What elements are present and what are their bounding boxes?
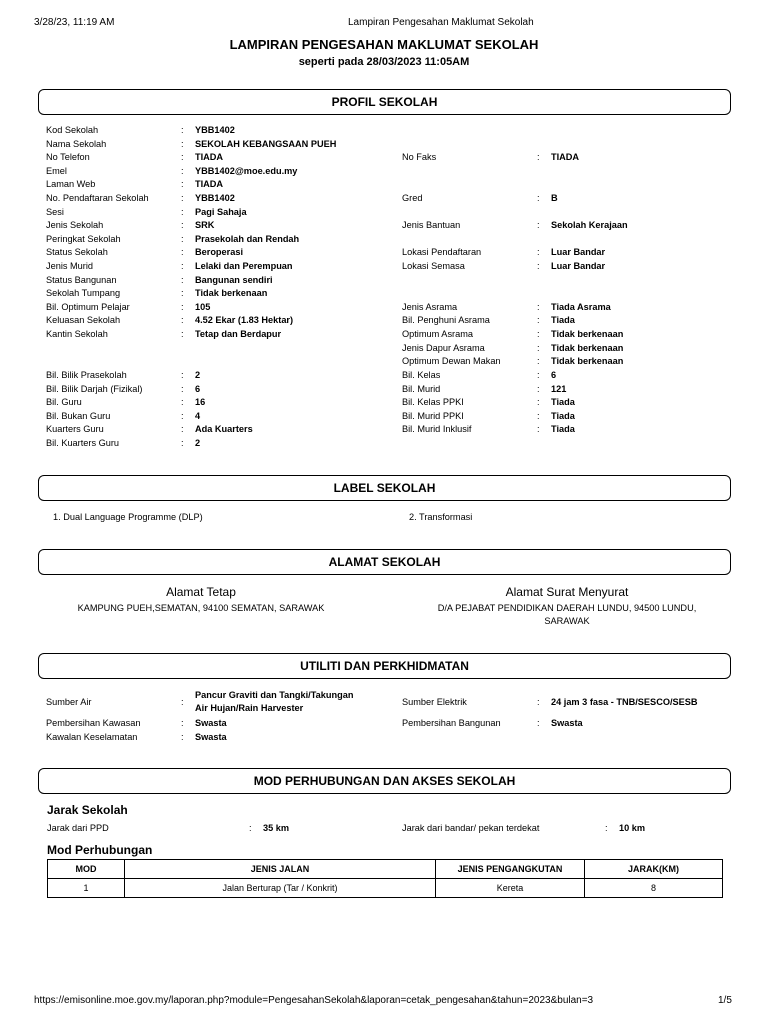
field-value: B [551,193,558,203]
field-value: Tiada [551,424,575,435]
colon: : [181,383,184,394]
colon: : [181,233,184,244]
pembersihan-bangunan-label: Pembersihan Bangunan [402,718,501,728]
field-label: Bil. Kuarters Guru [46,438,120,448]
field-label: Nama Sekolah [46,138,107,149]
field-label: Kuarters Guru [46,424,104,435]
field-label: Jenis Murid [46,261,93,271]
colon: : [181,329,184,339]
field-value: TIADA [195,152,224,163]
colon: : [181,165,184,176]
section-header-mod: MOD PERHUBUNGAN DAN AKSES SEKOLAH [38,768,731,794]
sumber-elektrik-value: 24 jam 3 fasa - TNB/SESCO/SESB [551,697,698,707]
field-value: TIADA [195,179,224,190]
field-label: Bil. Penghuni Asrama [402,315,490,326]
field-value: 16 [195,397,206,408]
field-value: Ada Kuarters [195,424,253,435]
colon: : [181,697,184,707]
field-label: Sesi [46,206,64,217]
colon: : [537,356,540,367]
colon: : [537,301,540,312]
field-value: TIADA [551,152,580,163]
colon: : [181,247,184,258]
section-header-alamat: ALAMAT SEKOLAH [38,549,731,575]
field-value: SRK [195,220,215,231]
pembersihan-kawasan-label: Pembersihan Kawasan [46,718,141,728]
colon: : [181,179,184,190]
sumber-air-label: Sumber Air [46,697,92,707]
field-label: Jenis Dapur Asrama [402,342,485,353]
field-label: Status Sekolah [46,247,108,258]
field-label: Jenis Asrama [402,301,458,312]
colon: : [537,424,540,435]
jarak-bandar-label: Jarak dari bandar/ pekan terdekat [402,823,540,833]
label-item: 2. Transformasi [409,512,473,522]
colon: : [537,342,540,353]
field-value: 2 [195,370,201,380]
field-label: Bil. Kelas PPKI [402,397,464,408]
sumber-air-value: Pancur Graviti dan Tangki/Takungan [195,690,354,700]
colon: : [537,315,540,326]
field-label: Lokasi Pendaftaran [402,247,482,258]
alamat-surat-line2: SARAWAK [544,616,590,626]
table-header-row [48,860,723,879]
colon: : [181,125,184,135]
table-row [48,879,723,898]
colon: : [181,438,184,448]
pembersihan-bangunan-value: Swasta [551,718,583,728]
mod-table [47,859,723,898]
label-item: 1. Dual Language Programme (DLP) [53,512,203,522]
colon: : [181,261,184,271]
colon: : [537,718,540,728]
jarak-sekolah-title: Jarak Sekolah [47,803,128,817]
col-header-jenis-jalan: JENIS JALAN [125,860,436,879]
colon: : [537,152,540,163]
colon: : [181,410,184,421]
field-label: Bil. Bilik Darjah (Fizikal) [46,383,143,394]
field-value: Luar Bandar [551,247,606,258]
field-label: Bil. Murid Inklusif [402,424,472,435]
field-value: Tidak berkenaan [551,356,624,367]
print-page-number: 1/5 [718,995,732,1006]
colon: : [181,274,184,285]
alamat-surat-line1: D/A PEJABAT PENDIDIKAN DAERAH LUNDU, 94500 LUNDU, [437,603,697,613]
field-value: Tiada [551,410,575,421]
field-value: Tiada Asrama [551,301,611,312]
field-value: SEKOLAH KEBANGSAAN PUEH [195,138,337,149]
field-value: Tiada [551,397,575,408]
alamat-surat-title: Alamat Surat Menyurat [505,585,629,599]
field-label: Bil. Bilik Prasekolah [46,370,127,380]
field-label: Bil. Bukan Guru [46,410,111,421]
colon: : [537,247,540,258]
field-label: Bil. Murid [402,383,441,394]
colon: : [537,383,540,394]
field-value: Beroperasi [195,247,244,258]
field-value: Lelaki dan Perempuan [195,261,293,271]
colon: : [537,370,540,380]
col-header-jarak: JARAK(KM) [585,860,723,879]
field-label: Bil. Optimum Pelajar [46,301,130,312]
field-value: 121 [551,383,567,394]
field-value: 2 [195,438,201,448]
print-page-title: Lampiran Pengesahan Maklumat Sekolah [348,17,534,28]
field-label: Status Bangunan [46,274,117,285]
field-label: Gred [402,193,423,203]
jarak-bandar-value: 10 km [619,823,646,833]
field-value: Sekolah Kerajaan [551,220,628,231]
colon: : [249,823,252,833]
document-subtitle: seperti pada 28/03/2023 11:05AM [298,56,470,68]
field-label: Bil. Guru [46,397,82,408]
field-value: 4.52 Ekar (1.83 Hektar) [195,315,294,326]
document-title: LAMPIRAN PENGESAHAN MAKLUMAT SEKOLAH [229,37,539,52]
alamat-tetap: KAMPUNG PUEH,SEMATAN, 94100 SEMATAN, SARAWAK [77,603,325,613]
colon: : [181,301,184,312]
col-header-mod: MOD [48,860,125,879]
field-value: Bangunan sendiri [195,274,273,285]
colon: : [605,823,608,833]
kawalan-keselamatan-label: Kawalan Keselamatan [46,732,138,742]
field-value: 6 [551,370,557,380]
field-value: Tetap dan Berdapur [195,329,282,339]
jarak-ppd-value: 35 km [263,823,290,833]
field-label: Keluasan Sekolah [46,315,121,326]
print-datetime: 3/28/23, 11:19 AM [34,17,115,28]
colon: : [537,697,540,707]
colon: : [181,315,184,326]
table-cell: Jalan Berturap (Tar / Konkrit) [125,879,436,898]
field-label: Kantin Sekolah [46,329,108,339]
colon: : [537,397,540,408]
section-header-profil: PROFIL SEKOLAH [38,89,731,115]
field-label: Laman Web [46,179,96,190]
field-label: No Faks [402,152,437,163]
field-value: Tiada [551,315,575,326]
field-value: Tidak berkenaan [195,288,268,299]
colon: : [181,138,184,149]
field-value: 6 [195,383,201,394]
colon: : [181,370,184,380]
table-cell: Kereta [436,879,585,898]
colon: : [181,152,184,163]
field-label: No Telefon [46,152,90,163]
colon: : [537,261,540,271]
field-value: 4 [195,410,201,421]
field-label: Jenis Bantuan [402,220,461,231]
field-label: Peringkat Sekolah [46,233,121,244]
mod-perhubungan-title: Mod Perhubungan [47,843,153,857]
field-value: YBB1402@moe.edu.my [195,165,298,176]
section-header-label: LABEL SEKOLAH [38,475,731,501]
print-url: https://emisonline.moe.gov.my/laporan.php?module=PengesahanSekolah&laporan=cetak_pengesahan&tahun=2023&bulan=3 [34,995,594,1006]
table-cell: 1 [48,879,125,898]
field-label: Bil. Murid PPKI [402,410,464,421]
field-value: Luar Bandar [551,261,606,271]
colon: : [181,193,184,203]
pembersihan-kawasan-value: Swasta [195,718,227,728]
sumber-air-value: Air Hujan/Rain Harvester [195,703,304,713]
table-cell: 8 [585,879,723,898]
colon: : [181,732,184,742]
field-label: Sekolah Tumpang [46,288,121,299]
field-value: YBB1402 [195,193,235,203]
colon: : [181,397,184,408]
field-label: Lokasi Semasa [402,261,465,271]
colon: : [537,329,540,339]
kawalan-keselamatan-value: Swasta [195,732,227,742]
field-label: Optimum Dewan Makan [402,356,501,367]
field-label: Jenis Sekolah [46,220,104,231]
colon: : [181,206,184,217]
colon: : [537,410,540,421]
field-value: YBB1402 [195,125,235,135]
field-value: 105 [195,301,211,312]
field-value: Tidak berkenaan [551,342,624,353]
field-label: Optimum Asrama [402,329,473,339]
field-value: Tidak berkenaan [551,329,624,339]
col-header-jenis-pengangkutan: JENIS PENGANGKUTAN [436,860,585,879]
colon: : [537,220,540,231]
colon: : [537,193,540,203]
alamat-tetap-title: Alamat Tetap [166,585,236,599]
colon: : [181,718,184,728]
sumber-elektrik-label: Sumber Elektrik [402,697,467,707]
field-label: Emel [46,165,67,176]
colon: : [181,288,184,299]
colon: : [181,220,184,231]
field-label: Bil. Kelas [402,370,441,380]
section-header-utiliti: UTILITI DAN PERKHIDMATAN [38,653,731,679]
field-value: Prasekolah dan Rendah [195,233,300,244]
field-label: No. Pendaftaran Sekolah [46,193,149,203]
field-label: Kod Sekolah [46,125,99,135]
colon: : [181,424,184,435]
field-value: Pagi Sahaja [195,206,247,217]
jarak-ppd-label: Jarak dari PPD [47,823,109,833]
